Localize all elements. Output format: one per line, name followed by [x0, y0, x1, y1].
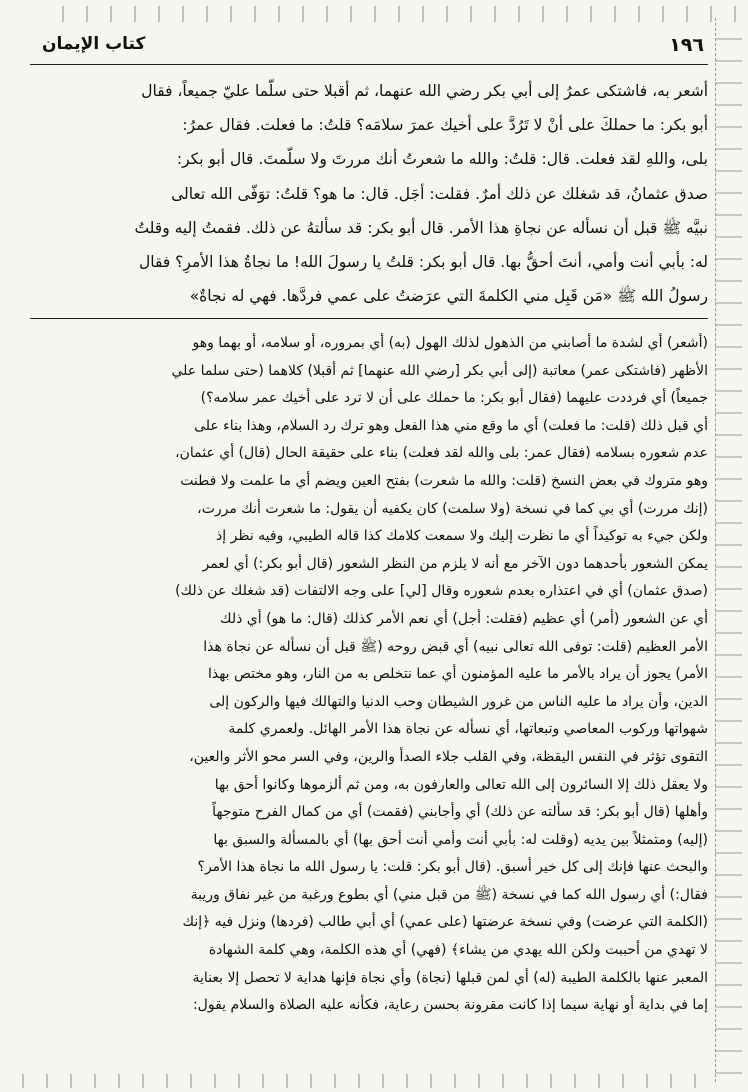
- commentary-line: عدم شعوره بسلامه (فقال عمر: بلى والله لقد فعلت) بناء على حقيقة الحال (قال) أي عثمان،: [175, 445, 708, 462]
- commentary-line: (الكلمة التي عرضت) وفي نسخة عرضتها (على عمي) أي أبي طالب (فردها) ونزل فيه ﴿إنك: [182, 914, 708, 931]
- running-title: كتاب الإيمان: [42, 34, 146, 54]
- hadith-line: نبيَّه ﷺ قبل أن نسأله عن نجاةِ هذا الأمر. قال أبو بكر: قد سألتهُ عن ذلك. فقمتُ إليه وقلتُ: [134, 218, 708, 237]
- commentary-line: فقال:) أي رسول الله كما في نسخة (ﷺ من قبل مني) أي بطوع ورغبة من غير نفاق وريبة: [190, 886, 708, 903]
- decorative-side-border: [715, 18, 742, 1082]
- hadith-line: صدق عثمانُ، قد شغلك عن ذلك أمرٌ. فقلت: أجَل. قال: ما هو؟ قلتُ: توَفّى الله تعالى: [171, 184, 708, 203]
- commentary-line: (إليه) ومتمثلاً بين يديه (وقلت له: بأبي أنت وأمي أنت أحق بها) أي بالمسألة والسبق بها: [213, 831, 708, 848]
- commentary-line: وأهلها (قال أبو بكر: قد سألته عن ذلك) أي وأجابني (فقمت) أي من كمال الفرح متوجهاً: [212, 804, 708, 821]
- decorative-top-border: [40, 6, 740, 22]
- commentary-line: لا تهدي من أحببت ولكن الله يهدي من يشاء﴾ (فهي) أي هذه الكلمة، وهي كلمة الشهادة: [208, 942, 708, 959]
- commentary-line: إما في بداية أو نهاية سيما إذا كانت مقرونة بحسن رعاية، فكأنه عليه الصلاة والسلام يقول:: [192, 997, 708, 1014]
- page-number: ١٩٦: [669, 34, 704, 56]
- commentary-line: المعبر عنها بالكلمة الطيبة (له) أي لمن قبلها (نجاة) وأي نجاة فإنها هداية لا تحصل إلا بعناية: [192, 969, 708, 986]
- commentary-line: (أشعر) أي لشدة ما أصابني من الذهول لذلك الهول (به) أي بمروره، أو سلامه، أو بهما وهو: [192, 335, 708, 351]
- commentary-line: الدين، وأن يراد ما عليه الناس من غرور الشيطان وحب الدنيا والتهالك فيها والركون إلى: [209, 693, 708, 710]
- commentary-line: أي عن الشعور (أمر) أي عظيم (فقلت: أجل) أي نعم الأمر كذلك (قال: ما هو) أي ذلك: [220, 610, 708, 627]
- commentary-line: الأظهر (فاشتكى عمر) معاتبة (إلى أبي بكر [رضي الله عنهما] ثم أقبلا) كلاهما (حتى سلما علي: [171, 362, 708, 379]
- commentary-line: أي قبل ذلك (قلت: ما فعلت) أي ما وقع مني هذا الفعل وهو ترك رد السلام، وهذا بناء على: [194, 417, 708, 434]
- hadith-line: أشعر به، فاشتكى عمرُ إلى أبي بكر رضي الله عنهما، ثم أقبلا حتى سلّما عليّ جميعاً، فقال: [141, 82, 708, 100]
- hadith-line: بلى، واللهِ لقد فعلت. قال: قلتُ: والله ما شعرتُ أنك مررتَ ولا سلّمتَ. قال أبو بكر:: [176, 150, 708, 169]
- section-divider: [30, 318, 708, 319]
- commentary-line: الأمر العظيم (قلت: توفى الله تعالى نبيه) أي قبض روحه (ﷺ قبل أن نسأله عن نجاة هذا: [203, 638, 708, 655]
- hadith-text: [30, 74, 708, 313]
- commentary-line: (صدق عثمان) أي في اعتذاره بعدم شعوره وقال [لي] على وجه الالتفات (قد شغلك عن ذلك): [175, 583, 708, 600]
- commentary-line: شهواتها وركوب المعاصي وتبعاتها، أي نسأله عن نجاة هذا الأمر الهائل. ولعمري كلمة: [228, 721, 708, 738]
- commentary-line: وهو متروك في بعض النسخ (قلت: والله ما شعرت) بفتح العين ويضم أي ما علمت ولا فطنت: [180, 472, 708, 489]
- commentary-line: ولكن جيء به توكيداً أي ما نظرت إليك ولا سمعت كلامك كذا قاله الطيبي، وفيه نظر إذ: [216, 528, 708, 545]
- commentary-line: التقوى تؤثر في النفس اليقظة، وفي القلب جلاء الصدأ والرين، وفي السر محو الأثر والعين،: [189, 748, 708, 765]
- hadith-line: رسولُ الله ﷺ «مَن قَبِل مني الكلمةَ التي عرَضتُ على عمي فردَّها. فهي له نجاةٌ»: [189, 287, 708, 306]
- page-header: [30, 30, 708, 65]
- commentary-line: ولا يعقل ذلك إلا السائرون إلى الله تعالى والعارفون به، ومن ثم ألزموها وكانوا أحق بها: [214, 776, 708, 793]
- commentary-text: [30, 330, 708, 1020]
- commentary-line: الأمر) يجوز أن يراد بالأمر ما عليه المؤمنون أي عما نتخلص به من النار، وهو مختص بهذا: [207, 666, 708, 683]
- commentary-line: والبحث عنها فإنك إلى كل خير أسبق. (قال أبو بكر: قلت: يا رسول الله ما نجاة هذا الأمر؟: [197, 859, 708, 876]
- decorative-bottom-border: [0, 1074, 718, 1088]
- hadith-line: أبو بكر: ما حملكَ على أنْ لا تَرُدَّ على أخيك عمرَ سلامَه؟ قلتُ: ما فعلت. فقال عمرُ:: [182, 116, 708, 135]
- commentary-line: جميعاً) أي فرددت عليهما (فقال أبو بكر: ما حملك على أن لا ترد على أخيك عمر سلامه؟): [200, 390, 708, 407]
- commentary-line: يمكن الشعور بأحدهما دون الآخر مع أنه لا يلزم من النظر الشعور (قال أبو بكر:) أي لعمر: [202, 555, 708, 572]
- hadith-line: له: بأبي أنت وأمي، أنتَ أحقُّ بها. قال أبو بكر: قلتُ يا رسولَ الله! ما نجاةُ هذا الأمرِ؟ فقال: [139, 253, 708, 272]
- commentary-line: (إنك مررت) أي بي كما في نسخة (ولا سلمت) كان يكفيه أن يقول: ما شعرت أنك مررت،: [197, 500, 708, 517]
